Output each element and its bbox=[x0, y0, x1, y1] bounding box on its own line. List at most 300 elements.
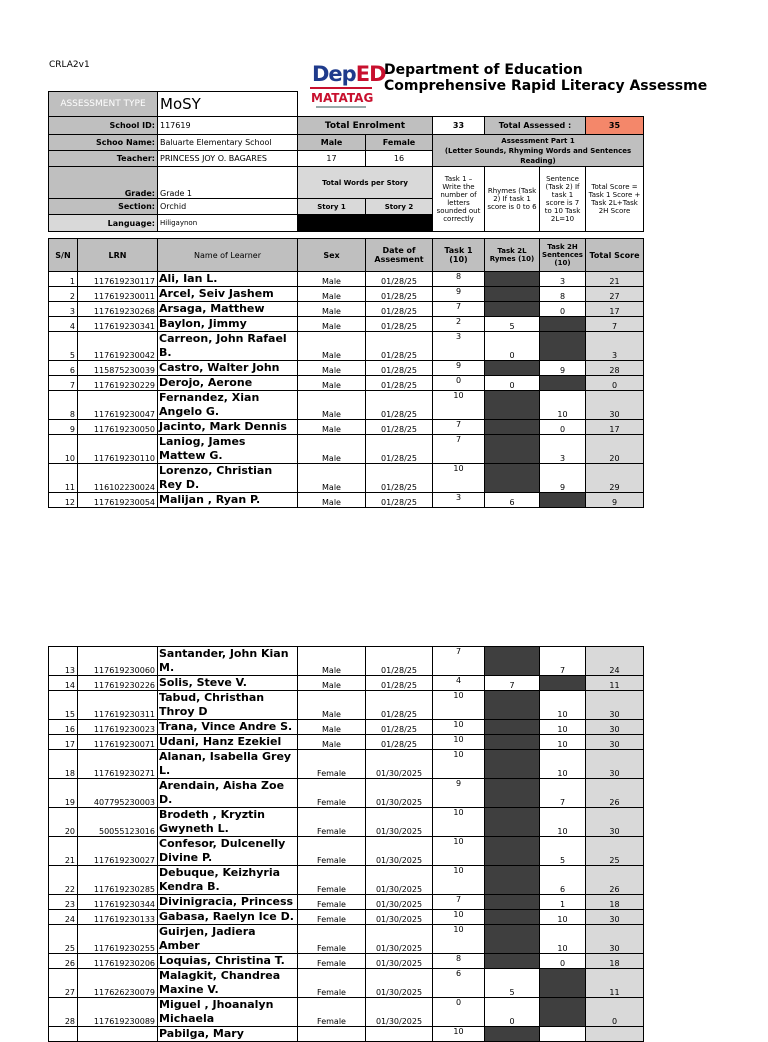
row-date bbox=[366, 1027, 433, 1042]
table-row bbox=[49, 910, 644, 925]
row-total: 11 bbox=[586, 676, 644, 691]
total-assessed-value: 35 bbox=[586, 117, 644, 135]
assessment-part-subtitle: (Letter Sounds, Rhyming Words and Sentences Reading) bbox=[444, 146, 632, 165]
row-sn: 21 bbox=[49, 837, 78, 866]
row-learner-name: Arcel, Seiv Jashem bbox=[158, 287, 298, 302]
col-task2l-header: Task 2L Rymes (10) bbox=[485, 239, 540, 272]
row-task2h: 0 bbox=[540, 954, 586, 969]
row-lrn: 117626230079 bbox=[78, 969, 158, 998]
row-task2l bbox=[485, 647, 540, 676]
row-task1: 10 bbox=[433, 464, 485, 493]
row-task2l bbox=[485, 866, 540, 895]
row-task2l bbox=[485, 750, 540, 779]
row-lrn: 117619230344 bbox=[78, 895, 158, 910]
row-task2l bbox=[485, 691, 540, 720]
row-total: 30 bbox=[586, 735, 644, 750]
row-task1: 10 bbox=[433, 691, 485, 720]
school-name-label: Schoo Name: bbox=[49, 135, 158, 151]
row-task2l: 5 bbox=[485, 969, 540, 998]
row-task1: 0 bbox=[433, 376, 485, 391]
row-learner-name: Brodeth , Kryztin Gwyneth L. bbox=[158, 808, 298, 837]
row-sex: Female bbox=[298, 954, 366, 969]
story2-label: Story 2 bbox=[366, 199, 433, 215]
row-total: 0 bbox=[586, 998, 644, 1027]
row-task1: 9 bbox=[433, 361, 485, 376]
row-date: 01/30/2025 bbox=[366, 779, 433, 808]
row-learner-name: Debuque, Keizhyria Kendra B. bbox=[158, 866, 298, 895]
story1-label: Story 1 bbox=[298, 199, 366, 215]
row-task1: 9 bbox=[433, 287, 485, 302]
row-date: 01/28/25 bbox=[366, 376, 433, 391]
row-date: 01/28/25 bbox=[366, 332, 433, 361]
teacher-value: PRINCESS JOY O. BAGARES bbox=[158, 151, 298, 167]
row-task2h bbox=[540, 676, 586, 691]
row-learner-name: Malagkit, Chandrea Maxine V. bbox=[158, 969, 298, 998]
row-sn: 8 bbox=[49, 391, 78, 420]
row-lrn: 117619230285 bbox=[78, 866, 158, 895]
row-task2l bbox=[485, 837, 540, 866]
table-row bbox=[49, 998, 644, 1027]
row-sn: 23 bbox=[49, 895, 78, 910]
table-row bbox=[49, 779, 644, 808]
row-sex bbox=[298, 1027, 366, 1042]
row-total: 24 bbox=[586, 647, 644, 676]
table-row bbox=[49, 969, 644, 998]
assessment-type-label: ASSESSMENT TYPE bbox=[49, 92, 158, 117]
row-task2l: 0 bbox=[485, 998, 540, 1027]
row-task1: 10 bbox=[433, 720, 485, 735]
row-learner-name: Trana, Vince Andre S. bbox=[158, 720, 298, 735]
row-learner-name: Alanan, Isabella Grey L. bbox=[158, 750, 298, 779]
row-date: 01/30/2025 bbox=[366, 910, 433, 925]
row-learner-name: Castro, Walter John bbox=[158, 361, 298, 376]
task1-description: Task 1 – Write the number of letters sounded out correctly bbox=[433, 167, 485, 232]
row-sn: 28 bbox=[49, 998, 78, 1027]
row-task1: 10 bbox=[433, 808, 485, 837]
row-sex: Female bbox=[298, 998, 366, 1027]
row-sex: Male bbox=[298, 691, 366, 720]
row-task1: 10 bbox=[433, 925, 485, 954]
grade-label: Grade: bbox=[49, 167, 158, 199]
table-row bbox=[49, 676, 644, 691]
row-total: 17 bbox=[586, 420, 644, 435]
row-lrn bbox=[78, 1027, 158, 1042]
row-task2l: 6 bbox=[485, 493, 540, 508]
row-date: 01/28/25 bbox=[366, 302, 433, 317]
row-sn: 19 bbox=[49, 779, 78, 808]
row-date: 01/28/25 bbox=[366, 493, 433, 508]
row-sn: 2 bbox=[49, 287, 78, 302]
table-row bbox=[49, 361, 644, 376]
table-row bbox=[49, 376, 644, 391]
row-lrn: 117619230268 bbox=[78, 302, 158, 317]
row-task1: 8 bbox=[433, 272, 485, 287]
words-per-story-label: Total Words per Story bbox=[298, 167, 433, 199]
row-task1: 7 bbox=[433, 647, 485, 676]
row-learner-name: Udani, Hanz Ezekiel bbox=[158, 735, 298, 750]
row-task2h bbox=[540, 376, 586, 391]
table-row bbox=[49, 866, 644, 895]
row-task2h: 10 bbox=[540, 391, 586, 420]
row-task2h: 7 bbox=[540, 647, 586, 676]
row-sn: 27 bbox=[49, 969, 78, 998]
section-value: Orchid bbox=[158, 199, 298, 215]
row-total: 30 bbox=[586, 720, 644, 735]
row-date: 01/28/25 bbox=[366, 647, 433, 676]
row-date: 01/28/25 bbox=[366, 272, 433, 287]
male-label: Male bbox=[298, 135, 366, 151]
table-row bbox=[49, 925, 644, 954]
total-enrolment-label: Total Enrolment bbox=[298, 117, 433, 135]
row-date: 01/30/2025 bbox=[366, 954, 433, 969]
row-lrn: 115875230039 bbox=[78, 361, 158, 376]
col-task1-header: Task 1 (10) bbox=[433, 239, 485, 272]
row-task2h bbox=[540, 1027, 586, 1042]
language-value: Hiligaynon bbox=[158, 215, 298, 232]
row-sex: Female bbox=[298, 779, 366, 808]
row-task2h bbox=[540, 969, 586, 998]
row-learner-name: Lorenzo, Christian Rey D. bbox=[158, 464, 298, 493]
row-learner-name: Laniog, James Mattew G. bbox=[158, 435, 298, 464]
row-sn: 10 bbox=[49, 435, 78, 464]
row-lrn: 117619230060 bbox=[78, 647, 158, 676]
row-sn: 14 bbox=[49, 676, 78, 691]
row-lrn: 117619230042 bbox=[78, 332, 158, 361]
row-learner-name: Santander, John Kian M. bbox=[158, 647, 298, 676]
row-lrn: 117619230255 bbox=[78, 925, 158, 954]
row-lrn: 50055123016 bbox=[78, 808, 158, 837]
row-task1: 3 bbox=[433, 332, 485, 361]
row-date: 01/28/25 bbox=[366, 464, 433, 493]
row-sex: Male bbox=[298, 287, 366, 302]
row-learner-name: Divinigracia, Princess bbox=[158, 895, 298, 910]
row-lrn: 117619230206 bbox=[78, 954, 158, 969]
col-task2h-header: Task 2H Sentences (10) bbox=[540, 239, 586, 272]
row-date: 01/30/2025 bbox=[366, 808, 433, 837]
header-info-table bbox=[48, 91, 644, 232]
row-total: 30 bbox=[586, 691, 644, 720]
row-sn: 15 bbox=[49, 691, 78, 720]
row-learner-name: Solis, Steve V. bbox=[158, 676, 298, 691]
row-sex: Male bbox=[298, 647, 366, 676]
row-task1: 10 bbox=[433, 750, 485, 779]
row-total: 25 bbox=[586, 837, 644, 866]
department-title bbox=[384, 62, 768, 94]
table-row bbox=[49, 493, 644, 508]
row-total: 30 bbox=[586, 910, 644, 925]
table-row bbox=[49, 954, 644, 969]
row-date: 01/28/25 bbox=[366, 676, 433, 691]
row-date: 01/28/25 bbox=[366, 361, 433, 376]
row-sex: Male bbox=[298, 361, 366, 376]
row-learner-name: Ali, Ian L. bbox=[158, 272, 298, 287]
row-learner-name: Derojo, Aerone bbox=[158, 376, 298, 391]
row-total: 0 bbox=[586, 376, 644, 391]
table-row bbox=[49, 435, 644, 464]
table-row bbox=[49, 720, 644, 735]
row-learner-name: Loquias, Christina T. bbox=[158, 954, 298, 969]
assessment-part-header bbox=[433, 135, 644, 167]
row-lrn: 117619230054 bbox=[78, 493, 158, 508]
row-learner-name: Fernandez, Xian Angelo G. bbox=[158, 391, 298, 420]
row-sex: Female bbox=[298, 910, 366, 925]
row-sex: Male bbox=[298, 720, 366, 735]
deped-logo-text: DepED bbox=[312, 62, 386, 86]
row-total bbox=[586, 1027, 644, 1042]
row-task2h: 8 bbox=[540, 287, 586, 302]
table-row bbox=[49, 272, 644, 287]
row-lrn: 117619230023 bbox=[78, 720, 158, 735]
row-task2h: 3 bbox=[540, 272, 586, 287]
language-label: Language: bbox=[49, 215, 158, 232]
row-task2l bbox=[485, 435, 540, 464]
col-sn-header: S/N bbox=[49, 239, 78, 272]
matatag-logo-text: MATATAG bbox=[311, 91, 374, 105]
school-name-value: Baluarte Elementary School bbox=[158, 135, 298, 151]
table-row bbox=[49, 837, 644, 866]
row-task2l bbox=[485, 895, 540, 910]
row-task2h: 7 bbox=[540, 779, 586, 808]
row-lrn: 117619230110 bbox=[78, 435, 158, 464]
row-learner-name: Tabud, Christhan Throy D bbox=[158, 691, 298, 720]
table-row bbox=[49, 808, 644, 837]
row-lrn: 117619230341 bbox=[78, 317, 158, 332]
col-date-header: Date of Assesment bbox=[366, 239, 433, 272]
row-task1: 10 bbox=[433, 837, 485, 866]
row-lrn: 117619230047 bbox=[78, 391, 158, 420]
row-learner-name: Jacinto, Mark Dennis bbox=[158, 420, 298, 435]
row-sex: Male bbox=[298, 676, 366, 691]
row-date: 01/28/25 bbox=[366, 691, 433, 720]
row-sn: 11 bbox=[49, 464, 78, 493]
row-task2h: 10 bbox=[540, 925, 586, 954]
row-task1: 7 bbox=[433, 420, 485, 435]
learners-table-part1 bbox=[48, 238, 644, 508]
row-date: 01/28/25 bbox=[366, 317, 433, 332]
row-sex: Male bbox=[298, 435, 366, 464]
row-date: 01/28/25 bbox=[366, 720, 433, 735]
task2-description: Rhymes (Task 2) If task 1 score is 0 to 6 bbox=[485, 167, 540, 232]
row-sn: 1 bbox=[49, 272, 78, 287]
row-total: 26 bbox=[586, 866, 644, 895]
row-total: 11 bbox=[586, 969, 644, 998]
row-task2l: 7 bbox=[485, 676, 540, 691]
row-task2l bbox=[485, 808, 540, 837]
row-learner-name: Carreon, John Rafael B. bbox=[158, 332, 298, 361]
table-row bbox=[49, 391, 644, 420]
row-date: 01/28/25 bbox=[366, 391, 433, 420]
row-learner-name: Confesor, Dulcenelly Divine P. bbox=[158, 837, 298, 866]
row-total: 29 bbox=[586, 464, 644, 493]
row-lrn: 117619230050 bbox=[78, 420, 158, 435]
col-lrn-header: LRN bbox=[78, 239, 158, 272]
row-lrn: 117619230027 bbox=[78, 837, 158, 866]
row-task1: 10 bbox=[433, 1027, 485, 1042]
school-id-label: School ID: bbox=[49, 117, 158, 135]
row-task2l bbox=[485, 910, 540, 925]
row-lrn: 117619230133 bbox=[78, 910, 158, 925]
row-task1: 2 bbox=[433, 317, 485, 332]
female-count: 16 bbox=[366, 151, 433, 167]
row-task2l bbox=[485, 272, 540, 287]
row-lrn: 117619230311 bbox=[78, 691, 158, 720]
row-sn: 9 bbox=[49, 420, 78, 435]
row-learner-name: Guirjen, Jadiera Amber bbox=[158, 925, 298, 954]
row-task2l bbox=[485, 420, 540, 435]
table-row bbox=[49, 647, 644, 676]
row-learner-name: Baylon, Jimmy bbox=[158, 317, 298, 332]
row-sex: Male bbox=[298, 376, 366, 391]
row-sex: Male bbox=[298, 302, 366, 317]
row-total: 30 bbox=[586, 750, 644, 779]
row-date: 01/28/25 bbox=[366, 420, 433, 435]
table-row bbox=[49, 735, 644, 750]
row-date: 01/30/2025 bbox=[366, 750, 433, 779]
row-sn: 24 bbox=[49, 910, 78, 925]
table-row bbox=[49, 317, 644, 332]
row-task2l bbox=[485, 735, 540, 750]
row-date: 01/28/25 bbox=[366, 287, 433, 302]
row-total: 18 bbox=[586, 954, 644, 969]
row-total: 9 bbox=[586, 493, 644, 508]
row-task1: 10 bbox=[433, 391, 485, 420]
row-total: 27 bbox=[586, 287, 644, 302]
col-sex-header: Sex bbox=[298, 239, 366, 272]
table-row bbox=[49, 1027, 644, 1042]
row-task2h: 10 bbox=[540, 808, 586, 837]
row-task1: 10 bbox=[433, 866, 485, 895]
table-row bbox=[49, 287, 644, 302]
row-task1: 9 bbox=[433, 779, 485, 808]
row-date: 01/28/25 bbox=[366, 435, 433, 464]
row-sn: 26 bbox=[49, 954, 78, 969]
row-task1: 10 bbox=[433, 910, 485, 925]
total-assessed-label: Total Assessed : bbox=[485, 117, 586, 135]
row-total: 28 bbox=[586, 361, 644, 376]
assessment-part-title: Assessment Part 1 bbox=[501, 136, 575, 145]
row-sex: Male bbox=[298, 493, 366, 508]
row-sn: 18 bbox=[49, 750, 78, 779]
assessment-type-value: MoSY bbox=[158, 92, 298, 117]
row-date: 01/30/2025 bbox=[366, 895, 433, 910]
row-total: 30 bbox=[586, 925, 644, 954]
row-lrn: 117619230226 bbox=[78, 676, 158, 691]
row-sex: Male bbox=[298, 332, 366, 361]
row-task2h: 5 bbox=[540, 837, 586, 866]
row-total: 3 bbox=[586, 332, 644, 361]
total-enrolment-value: 33 bbox=[433, 117, 485, 135]
row-sn: 20 bbox=[49, 808, 78, 837]
row-learner-name: Pabilga, Mary bbox=[158, 1027, 298, 1042]
row-sn: 25 bbox=[49, 925, 78, 954]
female-label: Female bbox=[366, 135, 433, 151]
row-task1: 4 bbox=[433, 676, 485, 691]
row-task2l: 5 bbox=[485, 317, 540, 332]
row-learner-name: Arsaga, Matthew bbox=[158, 302, 298, 317]
table-row bbox=[49, 691, 644, 720]
row-total: 20 bbox=[586, 435, 644, 464]
row-task2l bbox=[485, 464, 540, 493]
row-date: 01/30/2025 bbox=[366, 866, 433, 895]
row-task2l bbox=[485, 1027, 540, 1042]
row-date: 01/28/25 bbox=[366, 735, 433, 750]
row-date: 01/30/2025 bbox=[366, 998, 433, 1027]
row-task2l: 0 bbox=[485, 376, 540, 391]
row-learner-name: Arendain, Aisha Zoe D. bbox=[158, 779, 298, 808]
grade-value: Grade 1 bbox=[158, 167, 298, 199]
male-count: 17 bbox=[298, 151, 366, 167]
row-task1: 8 bbox=[433, 954, 485, 969]
row-lrn: 116102230024 bbox=[78, 464, 158, 493]
row-sn bbox=[49, 1027, 78, 1042]
table-row bbox=[49, 464, 644, 493]
row-date: 01/30/2025 bbox=[366, 969, 433, 998]
row-total: 17 bbox=[586, 302, 644, 317]
table-row bbox=[49, 420, 644, 435]
row-learner-name: Malijan , Ryan P. bbox=[158, 493, 298, 508]
row-task2h: 3 bbox=[540, 435, 586, 464]
row-task2h: 9 bbox=[540, 464, 586, 493]
row-sex: Female bbox=[298, 895, 366, 910]
row-task2h: 10 bbox=[540, 750, 586, 779]
row-lrn: 117619230229 bbox=[78, 376, 158, 391]
row-task2l bbox=[485, 954, 540, 969]
row-task2h bbox=[540, 998, 586, 1027]
row-task2l bbox=[485, 302, 540, 317]
row-task2h bbox=[540, 493, 586, 508]
row-task2l bbox=[485, 925, 540, 954]
row-lrn: 117619230271 bbox=[78, 750, 158, 779]
row-date: 01/30/2025 bbox=[366, 837, 433, 866]
col-total-header: Total Score bbox=[586, 239, 644, 272]
row-sn: 3 bbox=[49, 302, 78, 317]
row-sn: 4 bbox=[49, 317, 78, 332]
row-lrn: 117619230011 bbox=[78, 287, 158, 302]
row-task2h: 10 bbox=[540, 720, 586, 735]
row-task2h: 0 bbox=[540, 420, 586, 435]
row-task2l bbox=[485, 720, 540, 735]
row-task1: 6 bbox=[433, 969, 485, 998]
row-sex: Male bbox=[298, 272, 366, 287]
table-row bbox=[49, 750, 644, 779]
row-task2l bbox=[485, 779, 540, 808]
row-task2l bbox=[485, 391, 540, 420]
row-sex: Male bbox=[298, 391, 366, 420]
section-label: Section: bbox=[49, 199, 158, 215]
row-lrn: 117619230089 bbox=[78, 998, 158, 1027]
row-task2l bbox=[485, 361, 540, 376]
row-task2h bbox=[540, 332, 586, 361]
row-task2l: 0 bbox=[485, 332, 540, 361]
row-task2h: 0 bbox=[540, 302, 586, 317]
row-sex: Male bbox=[298, 464, 366, 493]
row-sn: 12 bbox=[49, 493, 78, 508]
row-task1: 7 bbox=[433, 435, 485, 464]
row-sn: 7 bbox=[49, 376, 78, 391]
task2h-description: Sentence (Task 2) If task 1 score is 7 to 10 Task 2L=10 bbox=[540, 167, 586, 232]
table-row bbox=[49, 302, 644, 317]
row-task2l bbox=[485, 287, 540, 302]
row-task1: 7 bbox=[433, 895, 485, 910]
row-sn: 5 bbox=[49, 332, 78, 361]
row-sex: Male bbox=[298, 735, 366, 750]
total-score-description: Total Score = Task 1 Score + Task 2L+Task 2H Score bbox=[586, 167, 644, 232]
form-code: CRLA2v1 bbox=[49, 60, 90, 70]
row-total: 26 bbox=[586, 779, 644, 808]
row-sex: Female bbox=[298, 969, 366, 998]
row-task1: 10 bbox=[433, 735, 485, 750]
row-sn: 16 bbox=[49, 720, 78, 735]
